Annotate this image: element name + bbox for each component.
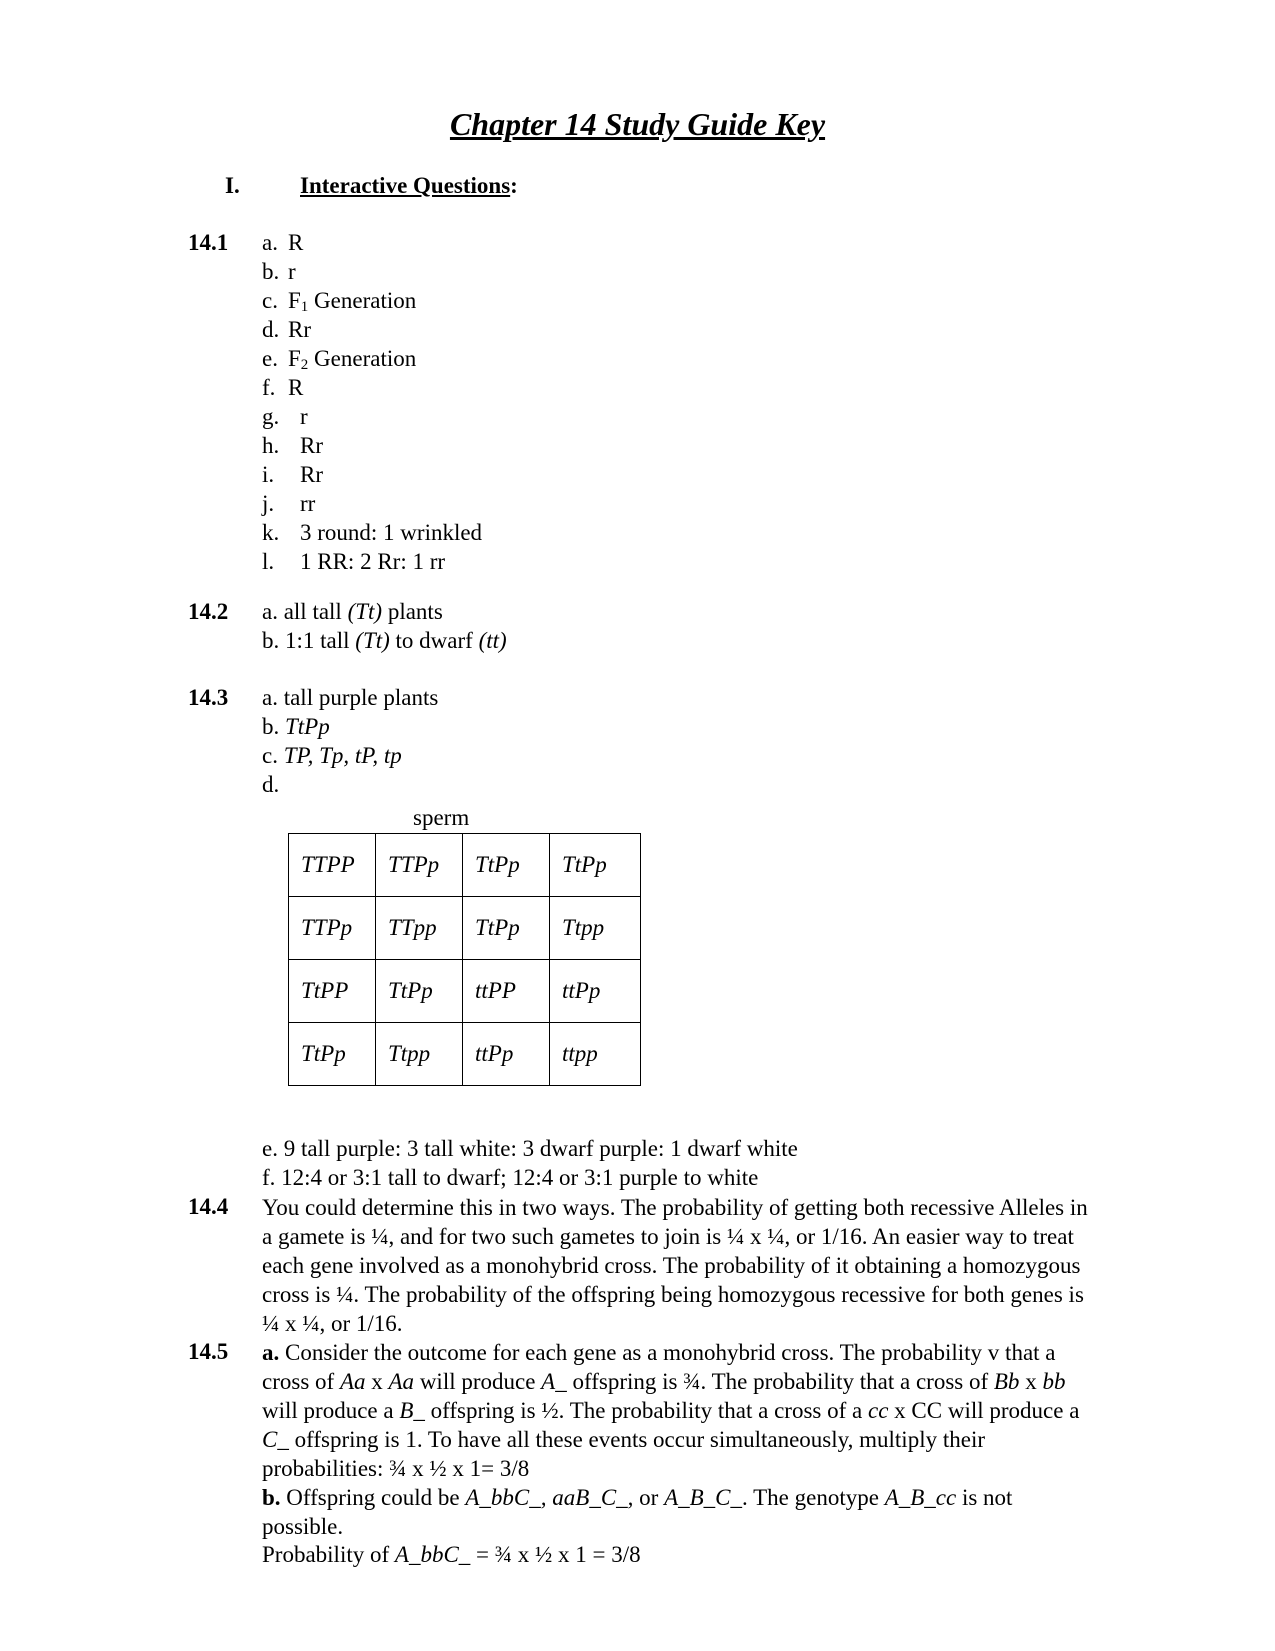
answer-14-1-item [262,229,303,257]
answer-14-1-item [262,519,482,547]
answer-text: F [288,288,301,313]
answer-letter: c. [262,288,278,313]
answer-14-3-f: f. 12:4 or 3:1 tall to dwarf; 12:4 or 3:1 purple to white [262,1165,759,1190]
punnett-cell: Ttpp [376,1023,463,1086]
answer-text: offspring is ¾. The probability that a cross of [566,1369,994,1394]
punnett-cell: TTPP [289,834,376,897]
genotype: B_ [399,1398,425,1423]
answer-text: r [300,404,308,429]
genotype: (tt) [478,628,507,653]
punnett-cell: TTPp [376,834,463,897]
answer-letter: b. [262,1485,281,1510]
answer-text: 1 RR: 2 Rr: 1 rr [300,549,446,574]
genotype: Aa [339,1369,366,1394]
question-number-14-1: 14.1 [188,230,229,255]
answer-text: rr [300,491,316,516]
punnett-cell: TtPp [376,960,463,1023]
answer-14-3-c [262,742,402,770]
answer-14-1-item [262,258,296,286]
answer-14-3-d: d. [262,772,280,797]
punnett-row [289,897,641,960]
punnett-cell: TTpp [376,897,463,960]
answer-14-3-b [262,713,330,741]
answer-text: Offspring could be [280,1485,466,1510]
answer-14-4: You could determine this in two ways. The probability of getting both recessive Alleles in a gamete is ¼, and for two such gametes to join is ¼ x ¼, or 1/16. An easier way to treat each gene involved as a monohybrid cross. The probability of it obtaining a homozygous cross is ¼. The probability of the offspring being homozygous recessive for both genes is ¼ x ¼, or 1/16. [262,1195,1088,1336]
answer-letter: l. [262,549,275,574]
answer-text: . The genotype [742,1485,885,1510]
answer-text: x [365,1369,389,1394]
punnett-cell: TtPp [289,1023,376,1086]
genotype: Aa [388,1369,415,1394]
answer-letter: k. [262,520,280,545]
answer-14-3-e: e. 9 tall purple: 3 tall white: 3 dwarf purple: 1 dwarf white [262,1136,798,1161]
genotype: A_ [541,1369,567,1394]
punnett-cell: TtPp [463,897,550,960]
answer-text: plants [382,599,443,624]
genotype: A_bbC_ [394,1542,471,1567]
answer-14-3-a: a. tall purple plants [262,685,439,710]
punnett-cell: TtPP [289,960,376,1023]
answer-text: Rr [288,317,311,342]
answer-text: x [1019,1369,1043,1394]
answer-text: Generation [308,346,417,371]
answer-14-1-item [262,316,311,344]
genotype: (Tt) [355,628,390,653]
section-title-text: Interactive Questions [300,173,511,198]
question-number-14-3: 14.3 [188,685,229,710]
answer-text: Consider the outcome for each gene as a monohybrid cross. The probability v that a cross of [262,1340,1056,1394]
answer-14-1-item [262,432,323,460]
answer-text: r [288,259,296,284]
section-title-colon: : [510,173,518,198]
answer-text: = ¾ x ½ x 1 = 3/8 [470,1542,641,1567]
punnett-cell: TTPp [289,897,376,960]
genotype: TtPp [285,714,330,739]
answer-14-1-item [262,374,303,402]
answer-text: x CC will produce a [888,1398,1080,1423]
section-title [300,172,518,200]
answer-text: a. all tall [262,599,348,624]
gametes: TP, Tp, tP, tp [283,743,402,768]
punnett-cell: TtPp [463,834,550,897]
answer-text: or [633,1485,665,1510]
answer-14-1-item [262,490,315,518]
answer-letter: a. [262,1340,280,1365]
answer-text: F [288,346,301,371]
answer-text: offspring is ½. The probability that a cross of a [424,1398,868,1423]
answer-text: b. 1:1 tall [262,628,356,653]
answer-letter: b. [262,259,280,284]
answer-letter: h. [262,433,280,458]
answer-14-5-b [262,1483,1092,1541]
punnett-square [288,833,641,1086]
genotype: bb [1042,1369,1066,1394]
question-number-14-4: 14.4 [188,1194,229,1219]
answer-letter: g. [262,404,280,429]
answer-14-5-a [262,1338,1092,1483]
answer-text: will produce a [262,1398,400,1423]
answer-text: will produce [414,1369,542,1394]
answer-14-1-item [262,461,323,489]
subscript: 2 [300,357,309,373]
answer-letter: f. [262,375,276,400]
answer-text: 3 round: 1 wrinkled [300,520,483,545]
genotype: cc [868,1398,889,1423]
genotype: A_B_cc [884,1485,957,1510]
question-number-14-5: 14.5 [188,1339,229,1364]
answer-text: R [288,375,304,400]
genotype: C_ [262,1427,289,1452]
page-title: Chapter 14 Study Guide Key [449,106,826,142]
answer-14-5-probability [262,1541,641,1569]
punnett-row [289,960,641,1023]
punnett-cell: TtPp [550,834,641,897]
answer-14-2-a [262,598,443,626]
question-number-14-2: 14.2 [188,599,229,624]
answer-letter: a. [262,230,278,255]
answer-letter: d. [262,317,280,342]
genotype: (Tt) [347,599,383,624]
answer-letter: c. [262,743,278,768]
answer-text: Rr [300,462,323,487]
punnett-label: sperm [413,805,470,830]
punnett-row [289,1023,641,1086]
answer-14-2-b [262,627,507,655]
answer-letter: i. [262,462,275,487]
answer-text: to dwarf [389,628,479,653]
genotype: Bb [993,1369,1020,1394]
answer-text: R [288,230,304,255]
answer-text: Rr [300,433,323,458]
punnett-cell: ttPp [463,1023,550,1086]
punnett-cell: ttpp [550,1023,641,1086]
answer-letter: e. [262,346,278,371]
section-number: I. [225,173,240,198]
subscript: 1 [300,299,309,315]
answer-14-1-item [262,548,445,576]
genotype: A_bbC_, aaB_C_, [465,1485,634,1510]
answer-text: Probability of [262,1542,395,1567]
answer-letter: j. [262,491,275,516]
punnett-row [289,834,641,897]
answer-14-1-item [262,403,308,431]
punnett-cell: ttPP [463,960,550,1023]
answer-text: is not possible. [262,1485,1013,1539]
answer-letter: b. [262,714,280,739]
punnett-cell: ttPp [550,960,641,1023]
genotype: A_B_C_ [664,1485,743,1510]
answer-text: Generation [308,288,417,313]
punnett-cell: Ttpp [550,897,641,960]
answer-text: offspring is 1. To have all these events occur simultaneously, multiply their probabilities: ¾ x ½ x 1= 3/8 [262,1427,985,1481]
